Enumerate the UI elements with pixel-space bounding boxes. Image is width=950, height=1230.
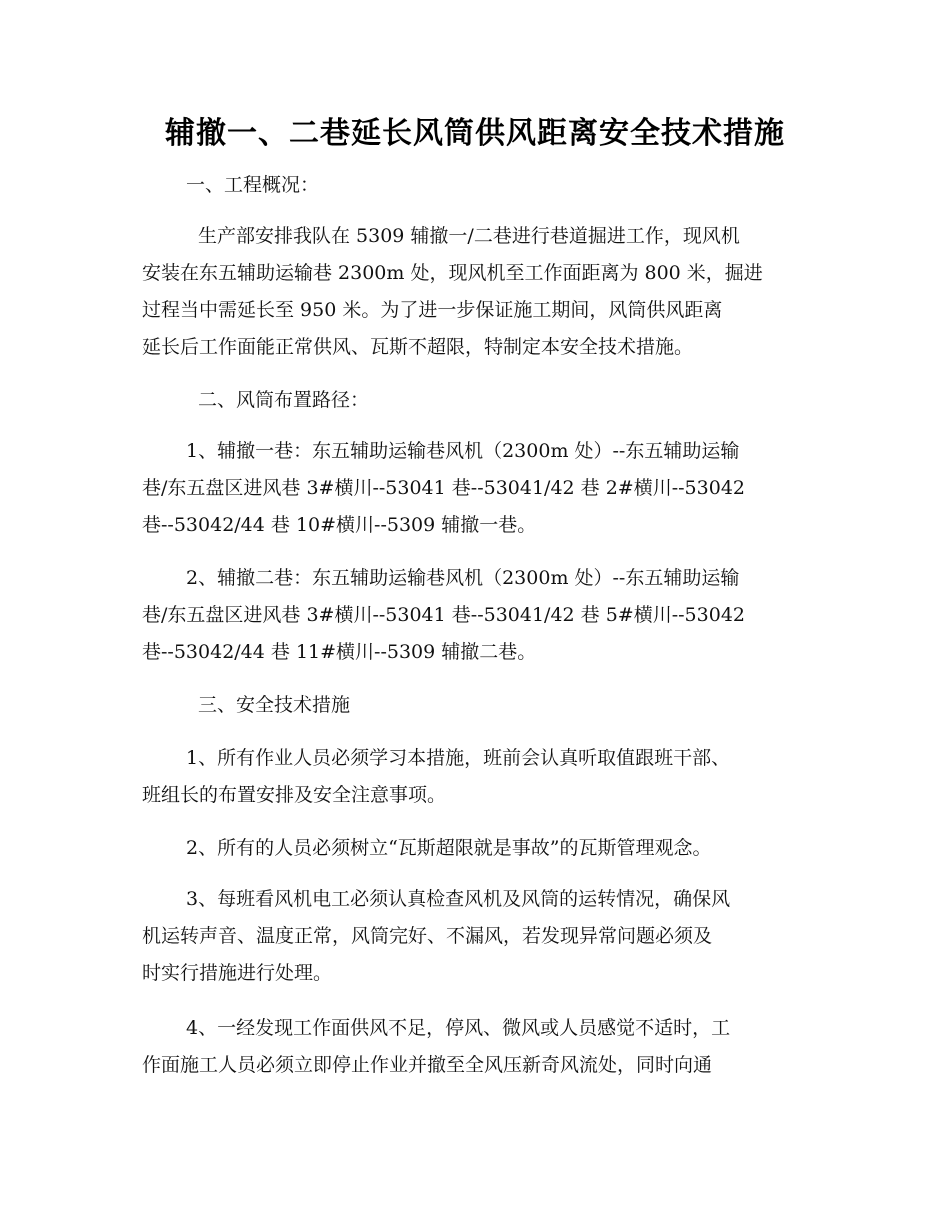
paragraph-safety-item-2 (142, 830, 810, 867)
text-line: 巷/东五盘区进风巷 3#横川--53041 巷--53041/42 巷 5#横川--53042 (142, 604, 746, 626)
text-line: 机运转声音、温度正常，风筒完好、不漏风，若发现异常问题必须及 (142, 925, 713, 947)
text-line: 4、一经发现工作面供风不足，停风、微风或人员感觉不适时，工 (186, 1017, 731, 1039)
text-line: 作面施工人员必须立即停止作业并撤至全风压新奇风流处，同时向通 (142, 1054, 713, 1076)
text-line: 2、所有的人员必须树立“瓦斯超限就是事故”的瓦斯管理观念。 (186, 837, 712, 859)
section-heading-safety: 三、安全技术措施 (198, 694, 351, 716)
text-line: 巷--53042/44 巷 10#横川--5309 辅撤一巷。 (142, 514, 537, 536)
section-heading-route: 二、风筒布置路径： (198, 389, 370, 411)
text-line: 延长后工作面能正常供风、瓦斯不超限，特制定本安全技术措施。 (142, 336, 694, 358)
text-line: 1、所有作业人员必须学习本措施，班前会认真听取值跟班干部、 (186, 747, 731, 769)
text-line: 时实行措施进行处理。 (142, 962, 333, 984)
text-line: 巷--53042/44 巷 11#横川--5309 辅撤二巷。 (142, 641, 537, 663)
text-line: 过程当中需延长至 950 米。为了进一步保证施工期间，风筒供风距离 (142, 299, 723, 321)
paragraph-route-item-1 (142, 433, 810, 544)
text-line: 1、辅撤一巷：东五辅助运输巷风机（2300m 处）--东五辅助运输 (186, 440, 740, 462)
text-line: 安装在东五辅助运输巷 2300m 处，现风机至工作面距离为 800 米，掘进 (142, 262, 763, 284)
document-title: 辅撤一、二巷延长风筒供风距离安全技术措施 (165, 116, 785, 151)
paragraph-route-item-2 (142, 560, 810, 671)
paragraph-safety-item-4 (142, 1010, 810, 1084)
paragraph-overview (142, 218, 810, 366)
section-heading-overview: 一、工程概况： (186, 174, 320, 196)
text-line: 班组长的布置安排及安全注意事项。 (142, 784, 447, 806)
text-line: 2、辅撤二巷：东五辅助运输巷风机（2300m 处）--东五辅助运输 (186, 567, 740, 589)
text-line: 3、每班看风机电工必须认真检查风机及风筒的运转情况，确保风 (186, 888, 731, 910)
paragraph-safety-item-3 (142, 881, 810, 992)
paragraph-safety-item-1 (142, 740, 810, 814)
text-line: 生产部安排我队在 5309 辅撤一/二巷进行巷道掘进工作，现风机 (198, 225, 740, 247)
text-line: 巷/东五盘区进风巷 3#横川--53041 巷--53041/42 巷 2#横川--53042 (142, 477, 746, 499)
